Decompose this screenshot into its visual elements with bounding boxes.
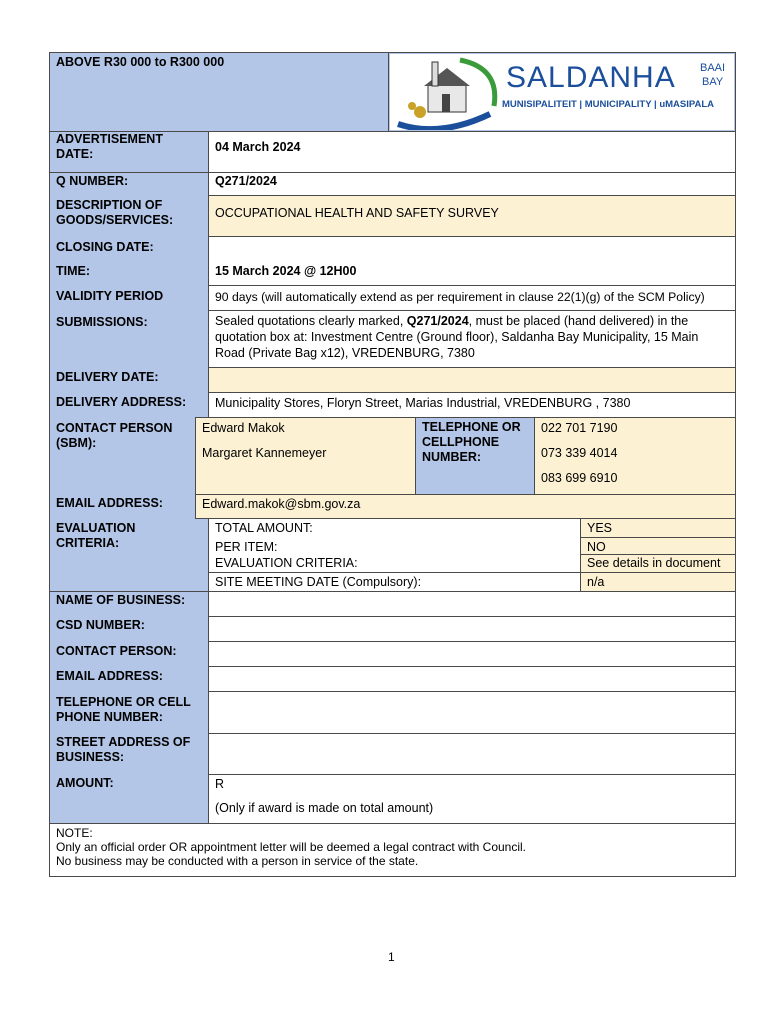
delivery-address-value: Municipality Stores, Floryn Street, Marias Industrial, VREDENBURG , 7380: [215, 396, 631, 410]
email-address-field[interactable]: [208, 666, 736, 692]
range-label: ABOVE R30 000 to R300 000: [56, 55, 225, 69]
eval-item-value: See details in document: [587, 556, 721, 570]
logo-name: SALDANHA: [506, 61, 676, 94]
time-label: TIME:: [56, 264, 91, 278]
submissions-text-1: Sealed quotations clearly marked,: [215, 314, 407, 328]
note-line-2: No business may be conducted with a person in service of the state.: [56, 854, 419, 868]
contact-label: CONTACT PERSON (SBM):: [56, 421, 173, 450]
eval-item-name: SITE MEETING DATE (Compulsory):: [215, 575, 422, 589]
contact-person-2: Margaret Kannemeyer: [202, 446, 327, 460]
delivery-date-label: DELIVERY DATE:: [56, 370, 159, 384]
street-field[interactable]: [208, 733, 736, 775]
time-value: 15 March 2024 @ 12H00: [215, 264, 357, 278]
email-value: Edward.makok@sbm.gov.za: [202, 497, 361, 511]
eval-item-name: TOTAL AMOUNT:: [215, 521, 313, 535]
advert-date-value: 04 March 2024: [215, 140, 301, 154]
contact-person-label: CONTACT PERSON:: [56, 644, 177, 658]
eval-item-name: PER ITEM:: [215, 540, 278, 554]
tel-label: TELEPHONE OR CELLPHONE NUMBER:: [422, 420, 521, 464]
closing-date-label: CLOSING DATE:: [56, 240, 154, 254]
email-address-label: EMAIL ADDRESS:: [56, 669, 163, 683]
advert-date-label: ADVERTISEMENT DATE:: [56, 132, 163, 161]
amount-field[interactable]: [208, 774, 736, 824]
contact-person-field[interactable]: [208, 641, 736, 667]
note-line-1: Only an official order OR appointment letter will be deemed a legal contract with Council.: [56, 840, 527, 854]
eval-item-value: NO: [587, 540, 606, 554]
tel-number-3: 083 699 6910: [541, 471, 618, 485]
csd-label: CSD NUMBER:: [56, 618, 145, 632]
delivery-address-label: DELIVERY ADDRESS:: [56, 395, 187, 409]
q-number-label: Q NUMBER:: [56, 174, 129, 188]
description-label: DESCRIPTION OF GOODS/SERVICES:: [56, 198, 174, 227]
validity-label: VALIDITY PERIOD: [56, 289, 164, 303]
street-label: STREET ADDRESS OF BUSINESS:: [56, 735, 191, 764]
telephone-field[interactable]: [208, 691, 736, 734]
submissions-value: [215, 313, 731, 361]
description-value: OCCUPATIONAL HEALTH AND SAFETY SURVEY: [215, 206, 499, 220]
eval-item-name: EVALUATION CRITERIA:: [215, 556, 358, 570]
validity-value: 90 days (will automatically extend as per requirement in clause 22(1)(g) of the SCM Policy): [215, 290, 705, 304]
eval-row-line: [208, 572, 736, 573]
logo-tagline: MUNISIPALITEIT | MUNICIPALITY | uMASIPALA: [502, 99, 715, 110]
business-name-label: NAME OF BUSINESS:: [56, 593, 186, 607]
business-name-field[interactable]: [208, 591, 736, 617]
email-label: EMAIL ADDRESS:: [56, 496, 163, 510]
submissions-q-number: Q271/2024: [406, 314, 469, 328]
page-number: 1: [388, 950, 395, 964]
logo-baai: BAAI: [700, 62, 726, 74]
csd-field[interactable]: [208, 616, 736, 642]
eval-item-value: n/a: [587, 575, 605, 589]
logo-bay: BAY: [702, 76, 724, 88]
note-title: NOTE:: [56, 826, 93, 840]
evaluation-label: EVALUATION CRITERIA:: [56, 521, 136, 550]
q-number-cell: [208, 172, 736, 196]
municipality-logo: [390, 54, 734, 130]
submissions-text-2: , must be placed (hand delivered) in the quotation box at: Investment Centre (Ground floor), Saldanha Bay Municipality, 15 Main Road (Private Bag x12), VREDENBURG, 7380: [215, 314, 699, 360]
q-number-value: Q271/2024: [215, 174, 277, 188]
contact-person-1: Edward Makok: [202, 421, 285, 435]
delivery-date-cell: [208, 367, 736, 393]
amount-label: AMOUNT:: [56, 776, 114, 790]
telephone-label: TELEPHONE OR CELL PHONE NUMBER:: [56, 695, 191, 724]
amount-note: (Only if award is made on total amount): [215, 801, 434, 815]
eval-row-line: [581, 537, 736, 538]
amount-currency: R: [215, 777, 225, 791]
eval-item-value: YES: [587, 521, 613, 535]
submissions-label: SUBMISSIONS:: [56, 315, 148, 329]
tel-number-2: 073 339 4014: [541, 446, 618, 460]
tel-number-1: 022 701 7190: [541, 421, 618, 435]
